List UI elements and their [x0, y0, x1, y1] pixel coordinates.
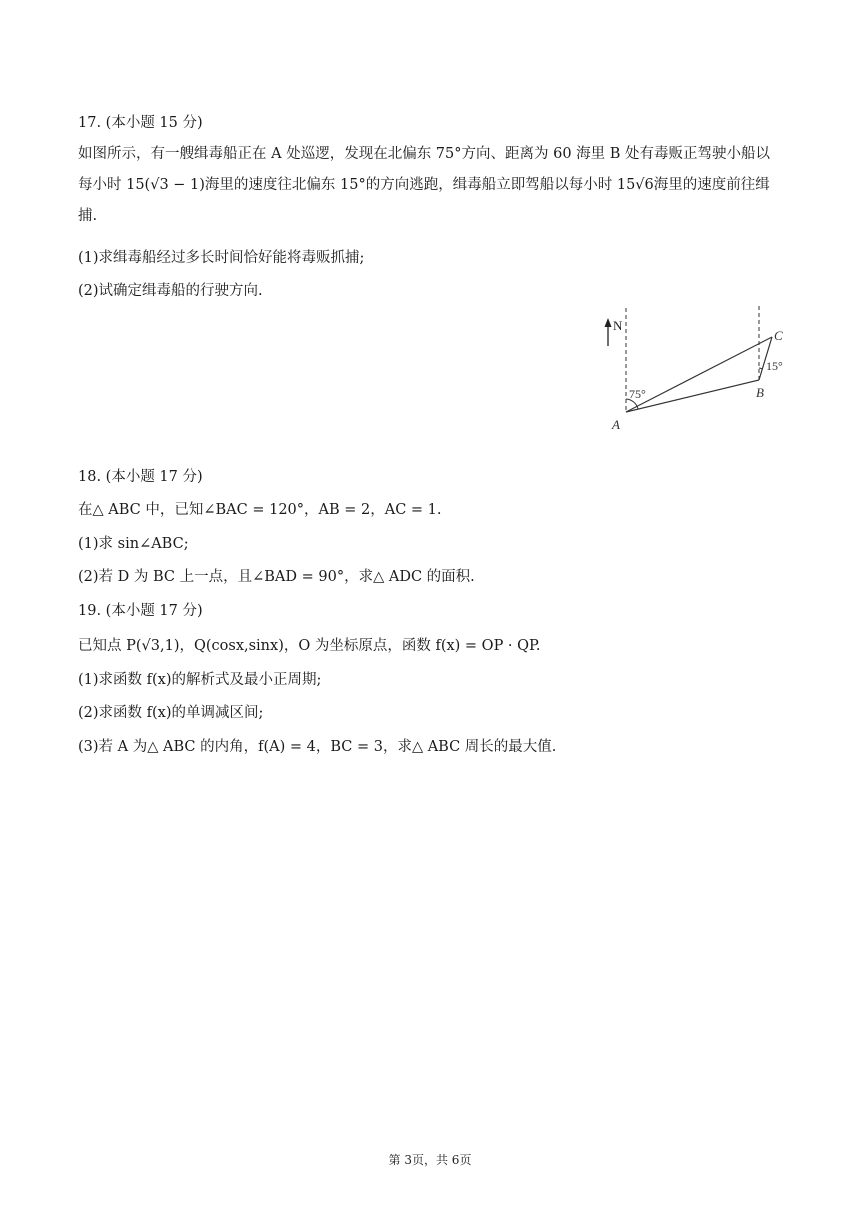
- point-a-label: A: [612, 417, 620, 432]
- problem-18-part-2: (2)若 D 为 BC 上一点，且∠BAD = 90°，求△ ADC 的面积.: [78, 569, 475, 585]
- page-footer: 第 3页，共 6页: [388, 1153, 472, 1167]
- problem-19-stem: 已知点 P(√3,1)，Q(cosx,sinx)，O 为坐标原点，函数 f(x) = OP · QP.: [78, 638, 541, 654]
- problem-19-part-1: (1)求函数 f(x)的解析式及最小正周期;: [78, 672, 322, 688]
- north-label: N: [613, 318, 623, 333]
- problem-18-header: 18. (本小题 17 分): [78, 469, 203, 485]
- problem-18-part-1: (1)求 sin∠ABC;: [78, 536, 189, 552]
- navigation-diagram: [596, 302, 800, 438]
- problem-17-figure: [596, 302, 800, 438]
- problem-19-header: 19. (本小题 17 分): [78, 603, 203, 619]
- problem-17-part-2: (2)试确定缉毒船的行驶方向.: [78, 283, 263, 299]
- problem-17-header: 17. (本小题 15 分): [78, 115, 203, 131]
- problem-17-part-1: (1)求缉毒船经过多长时间恰好能将毒贩抓捕;: [78, 250, 365, 266]
- problem-17-stem: 如图所示，有一艘缉毒船正在 A 处巡逻，发现在北偏东 75°方向、距离为 60 海里 B 处有毒贩正驾驶小船以每小时 15(√3 − 1)海里的速度往北偏东 15°的方向逃跑，缉毒船立即驾船以每小时 15√6海里的速度前往缉捕.: [78, 146, 771, 224]
- angle-a-label: 75°: [629, 387, 646, 401]
- segment-ab: [626, 380, 759, 412]
- point-b-label: B: [756, 385, 764, 400]
- problem-18-stem: 在△ ABC 中，已知∠BAC = 120°，AB = 2，AC = 1.: [78, 502, 442, 518]
- segment-ac: [626, 337, 772, 412]
- point-c-label: C: [774, 328, 783, 343]
- problem-19-part-2: (2)求函数 f(x)的单调减区间;: [78, 705, 264, 721]
- north-arrow-head: [605, 318, 612, 327]
- angle-b-label: 15°: [766, 359, 783, 373]
- problem-19-part-3: (3)若 A 为△ ABC 的内角，f(A) = 4，BC = 3，求△ ABC 周长的最大值.: [78, 739, 557, 755]
